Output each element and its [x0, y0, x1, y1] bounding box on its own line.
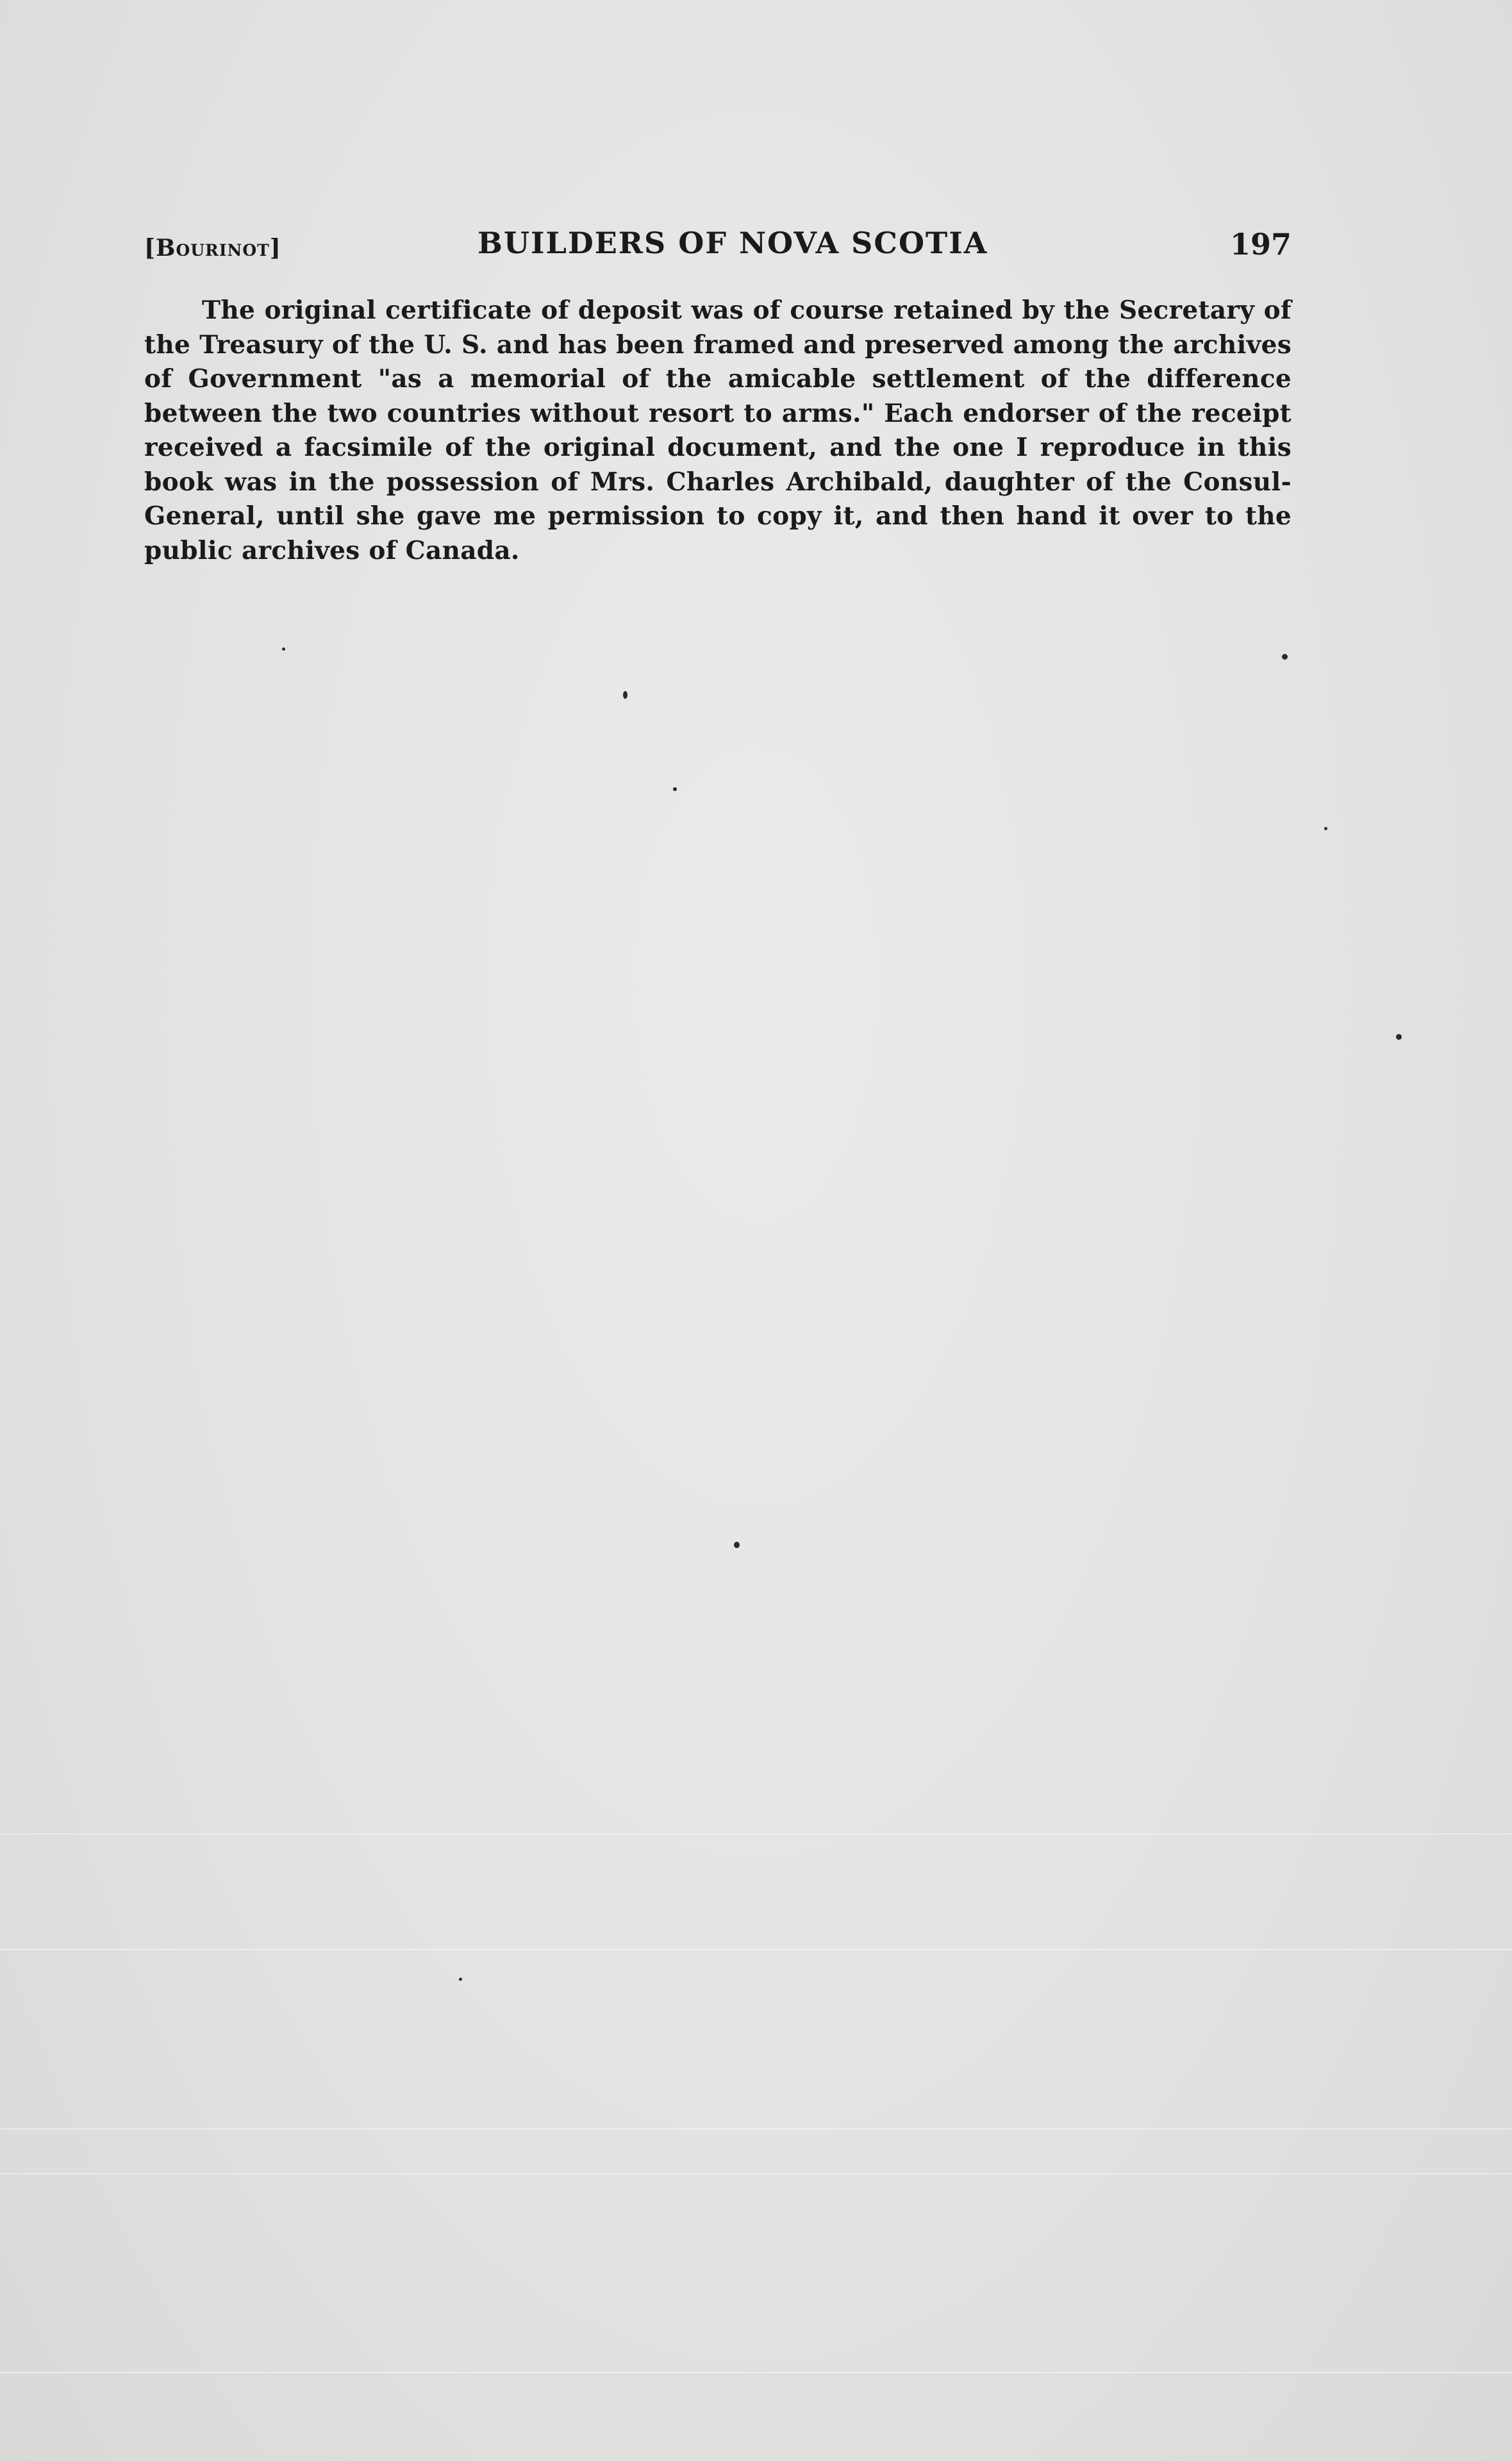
scan-speck	[1396, 1034, 1402, 1040]
scan-speck	[673, 787, 677, 791]
scan-speck	[1282, 654, 1288, 660]
running-head: [Bourinot]	[144, 235, 281, 262]
scan-scratch	[0, 2173, 1512, 2174]
scan-speck	[623, 691, 627, 699]
book-title: BUILDERS OF NOVA SCOTIA	[478, 226, 988, 260]
scan-scratch	[0, 2372, 1512, 2373]
scan-speck	[734, 1542, 740, 1548]
body-paragraph: The original certificate of deposit was of course retained by the Secretary of the Treasury of the U. S. and has been framed and preserved among the archives of Government "as a memorial of the amicable settlement of the difference between the two countries without resort to arms." Each endorser of the receipt received a facsimile of the original document, and the one I reproduce in this book was in the possession of Mrs. Charles Archibald, daughter of the Consul-General, until she gave me permission to copy it, and then hand it over to the public archives of Canada.	[144, 296, 1292, 565]
scan-speck	[1324, 827, 1327, 830]
scan-scratch	[0, 1949, 1512, 1950]
page-header	[144, 226, 1292, 271]
page-number: 197	[1229, 227, 1292, 262]
scan-scratch	[0, 1833, 1512, 1835]
scan-speck	[282, 647, 285, 651]
scan-speck	[459, 1978, 462, 1981]
scan-scratch	[0, 2128, 1512, 2130]
